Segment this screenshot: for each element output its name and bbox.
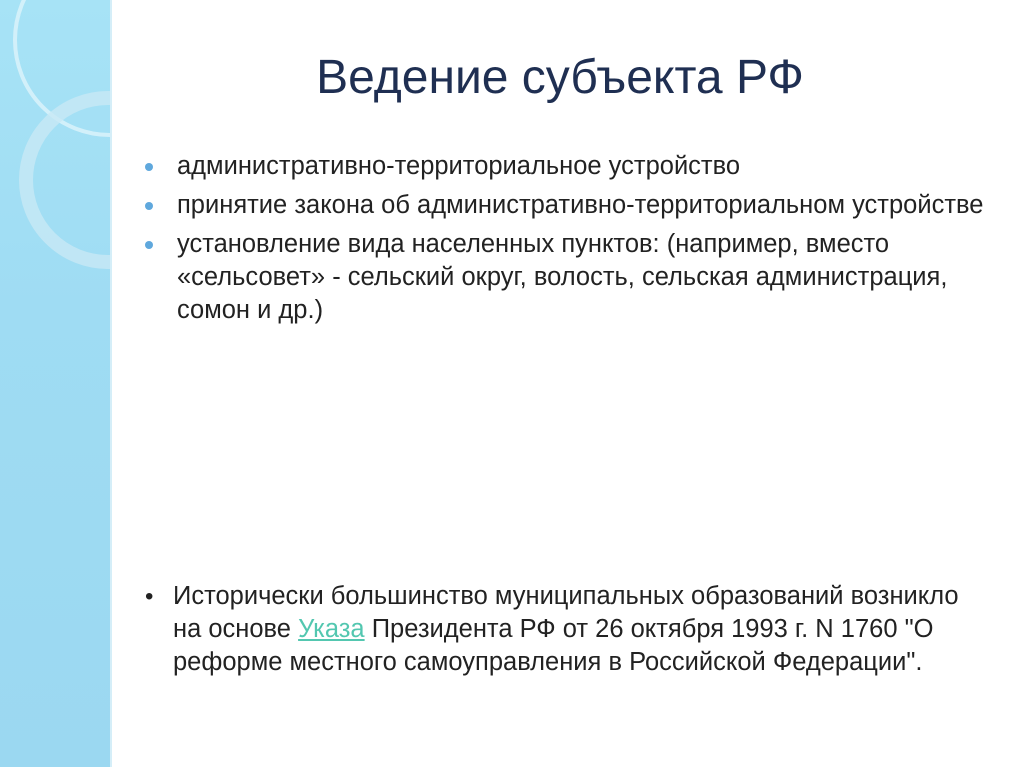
- decorative-side-band: [0, 0, 112, 767]
- bullet-icon: [145, 241, 153, 249]
- bullet-icon: [145, 202, 153, 210]
- note-bullet: •: [145, 583, 154, 610]
- slide-title: Ведение субъекта РФ: [316, 51, 804, 104]
- history-note: [145, 580, 985, 679]
- decorative-circles: [0, 0, 112, 767]
- note-text-before: Исторически большинство муниципальных образований возникло на основе: [173, 582, 959, 643]
- bullet-icon: [145, 163, 153, 171]
- list-item: [145, 228, 1005, 327]
- bullet-list: [145, 150, 1005, 333]
- list-item: [145, 189, 1005, 222]
- note-text-after: Президента РФ от 26 октября 1993 г. N 1760 "О реформе местного самоуправления в Российской Федерации".: [173, 615, 934, 676]
- bullet-text: установление вида населенных пунктов: (например, вместо «сельсовет» - сельский округ, волость, сельская администрация, сомон и др.): [177, 230, 948, 324]
- bullet-text: административно-территориальное устройство: [177, 152, 741, 180]
- decree-link[interactable]: Указа: [298, 615, 365, 643]
- bullet-text: принятие закона об административно-территориальном устройстве: [177, 191, 984, 219]
- list-item: [145, 150, 1005, 183]
